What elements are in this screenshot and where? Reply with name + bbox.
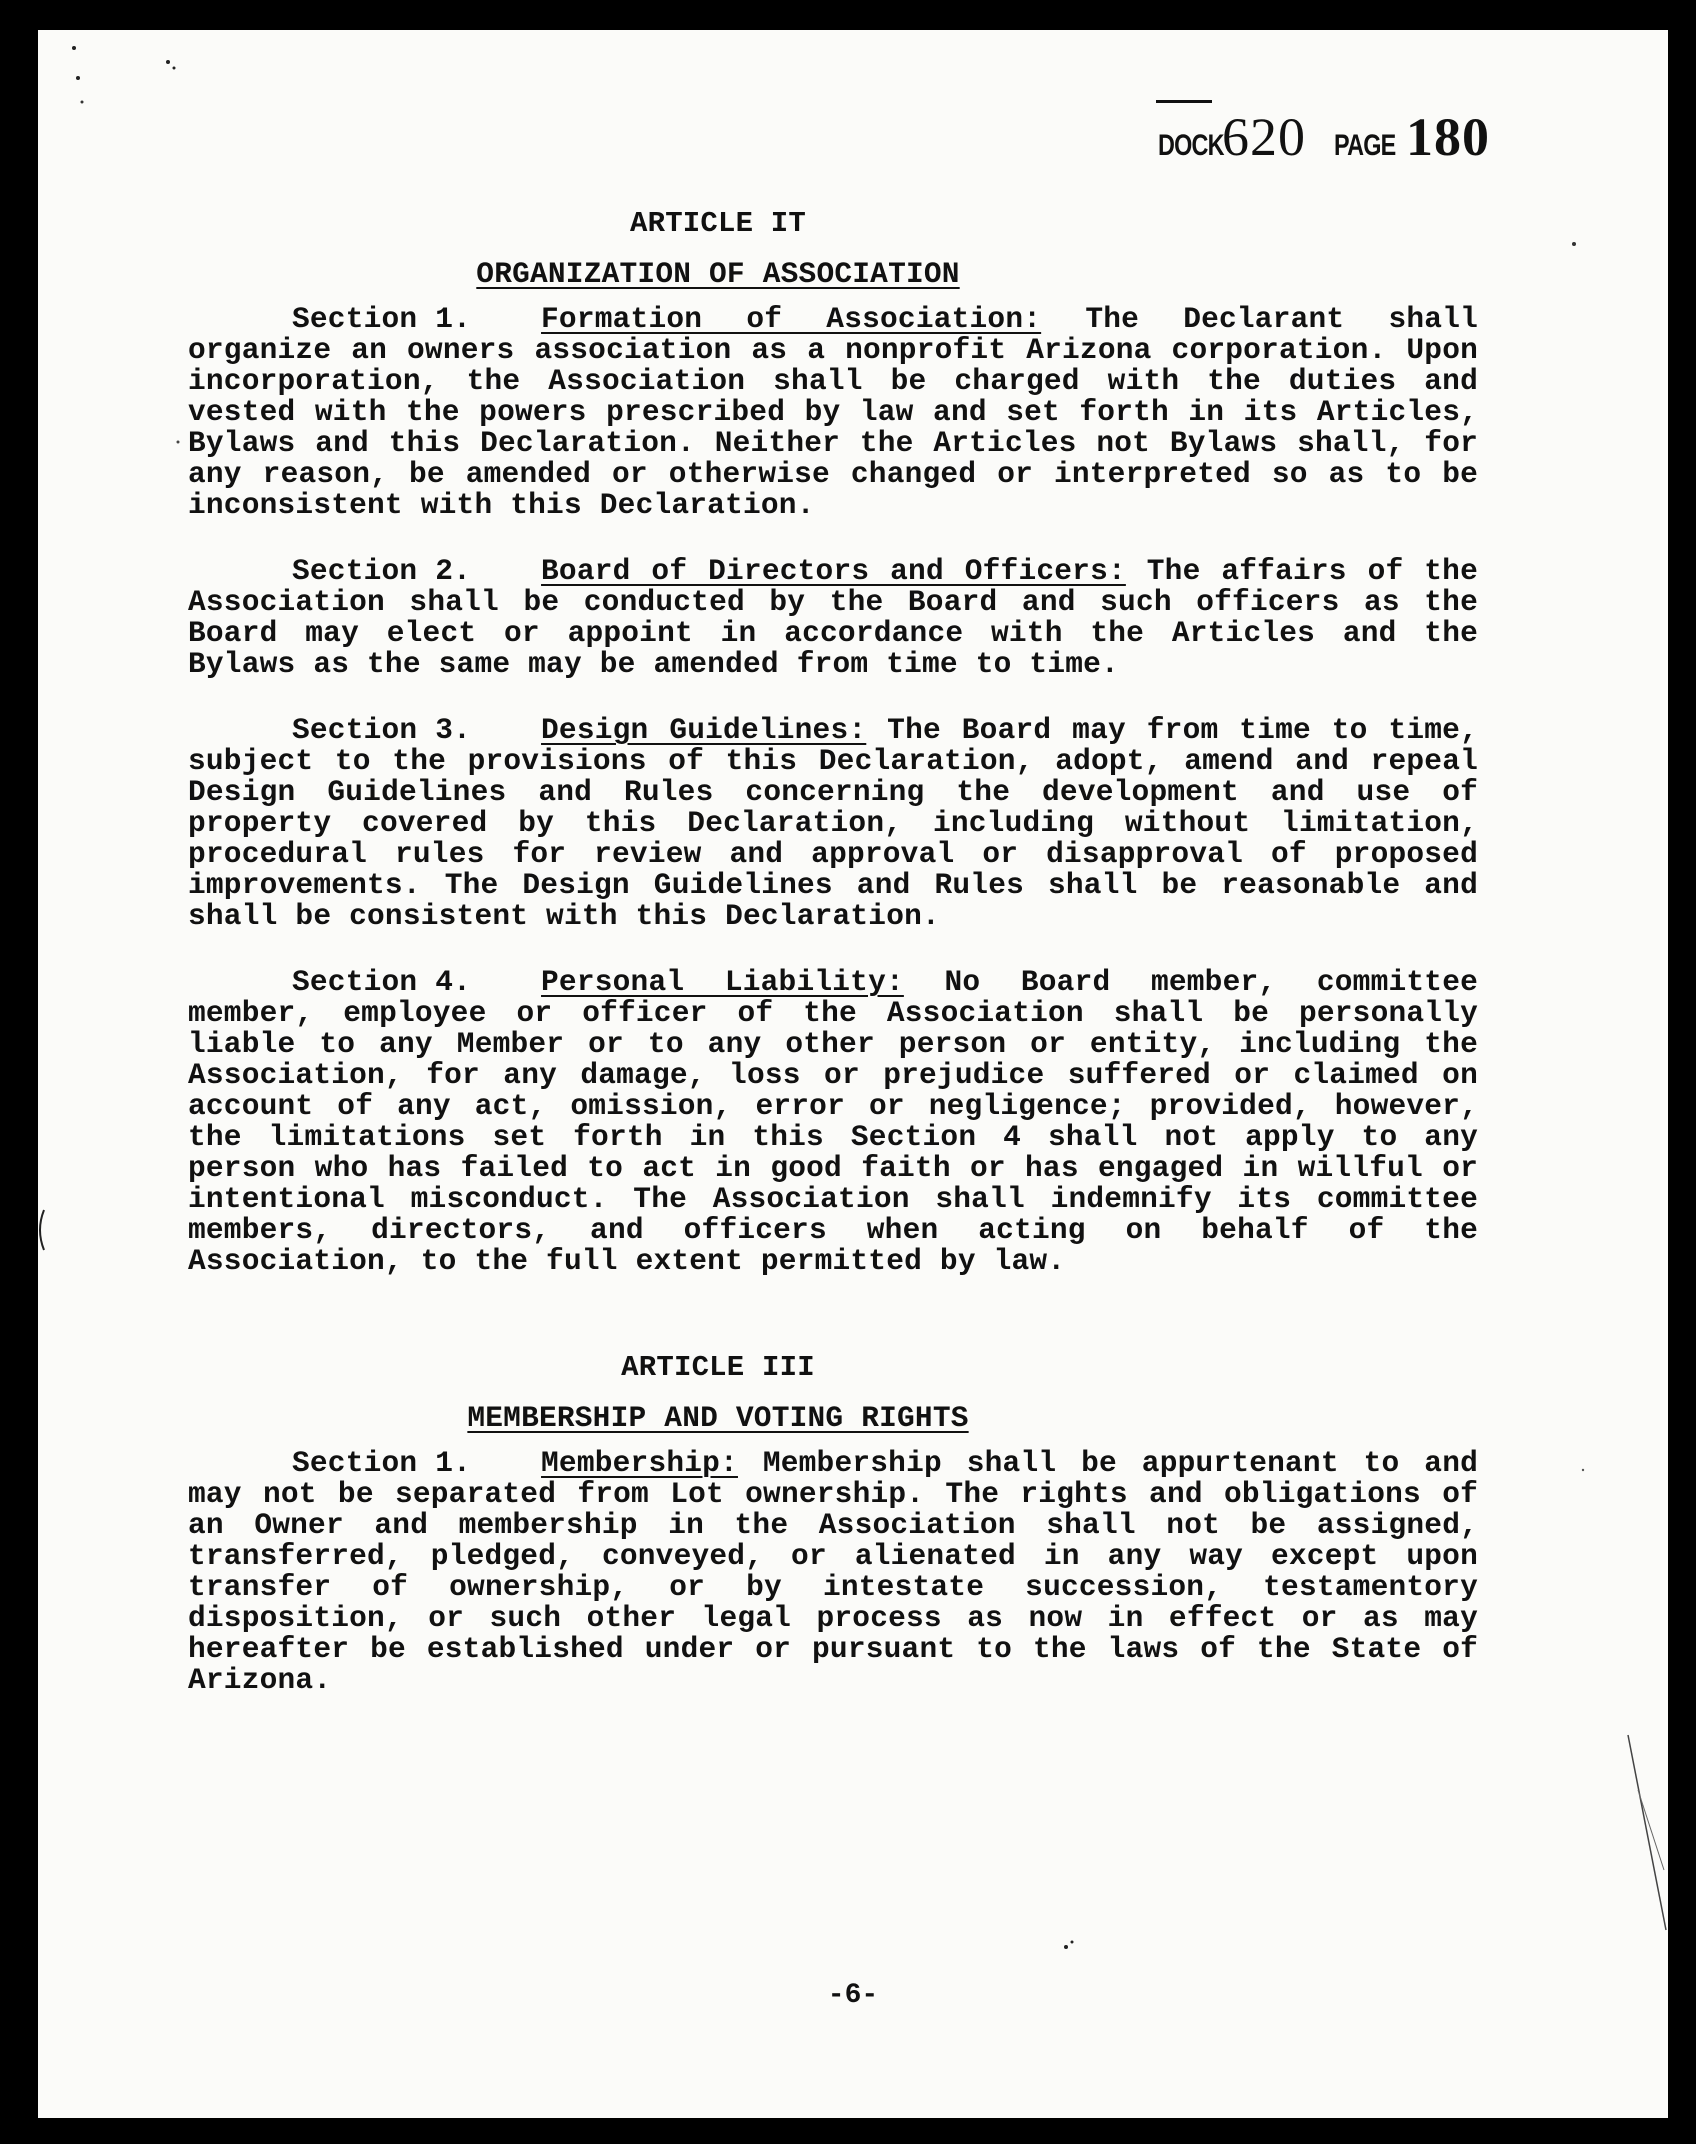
book-number: 620	[1222, 107, 1306, 167]
section-number: Section 1.	[292, 302, 472, 336]
section-number: Section 3.	[292, 713, 472, 747]
section-body: The affairs of the Association shall be conducted by the Board and such officers as the Board may elect or appoint in accordance with the Articles and the Bylaws as the same may be amended from time to time.	[188, 554, 1478, 681]
section-heading: Formation of Association:	[541, 302, 1042, 336]
section-number: Section 2.	[292, 554, 472, 588]
section-heading: Design Guidelines:	[541, 713, 867, 747]
document-body	[188, 208, 1518, 1731]
article-ii-section-1	[188, 304, 1478, 521]
article-ii-subtitle: ORGANIZATION OF ASSOCIATION	[476, 257, 960, 291]
page-number: 180	[1406, 107, 1490, 167]
article-iii-section-1	[188, 1448, 1478, 1696]
article-iii-title: ARTICLE III	[621, 1351, 815, 1384]
stamp-rule	[1156, 100, 1212, 103]
article-iii-subtitle: MEMBERSHIP AND VOTING RIGHTS	[467, 1401, 969, 1435]
article-ii-section-3	[188, 715, 1478, 932]
book-label: DOCK	[1158, 129, 1224, 162]
section-number: Section 1.	[292, 1446, 472, 1480]
section-body: The Board may from time to time, subject to the provisions of this Declaration, adopt, amend and repeal Design Guidelines and Rules concerning the development and use of property covered by this Declaration, including without limitation, procedural rules for review and approval or disapproval of proposed improvements. The Design Guidelines and Rules shall be reasonable and shall be consistent with this Declaration.	[188, 713, 1478, 933]
section-body: Membership shall be appurtenant to and may not be separated from Lot ownership. The rights and obligations of an Owner and membership in the Association shall not be assigned, transferred, pledged, conveyed, or alienated in any way except upon transfer of ownership, or by intestate succession, testamentory disposition, or such other legal process as now in effect or as may hereafter be established under or pursuant to the laws of the State of Arizona.	[188, 1446, 1478, 1697]
article-ii-section-2	[188, 556, 1478, 680]
page-label: PAGE	[1334, 129, 1396, 162]
book-page-stamp	[1158, 106, 1490, 168]
section-heading: Board of Directors and Officers:	[541, 554, 1126, 588]
section-heading: Membership:	[541, 1446, 738, 1480]
section-heading: Personal Liability:	[541, 965, 904, 999]
article-ii-section-4	[188, 967, 1478, 1277]
section-body: The Declarant shall organize an owners association as a nonprofit Arizona corporation. Upon incorporation, the Association shall be charged with the duties and vested with the powers prescribed by law and set forth in its Articles, Bylaws and this Declaration. Neither the Articles not Bylaws shall, for any reason, be amended or otherwise changed or interpreted so as to be inconsistent with this Declaration.	[188, 302, 1478, 522]
page-marker: -6-	[827, 1980, 879, 2011]
section-body: No Board member, committee member, employee or officer of the Association shall be personally liable to any Member or to any other person or entity, including the Association, for any damage, loss or prejudice suffered or claimed on account of any act, omission, error or negligence; provided, however, the limitations set forth in this Section 4 shall not apply to any person who has failed to act in good faith or has engaged in willful or intentional misconduct. The Association shall indemnify its committee members, directors, and officers when acting on behalf of the Association, to the full extent permitted by law.	[188, 965, 1478, 1278]
document-page	[38, 30, 1668, 2118]
article-ii-title: ARTICLE IT	[629, 207, 807, 240]
section-number: Section 4.	[292, 965, 472, 999]
